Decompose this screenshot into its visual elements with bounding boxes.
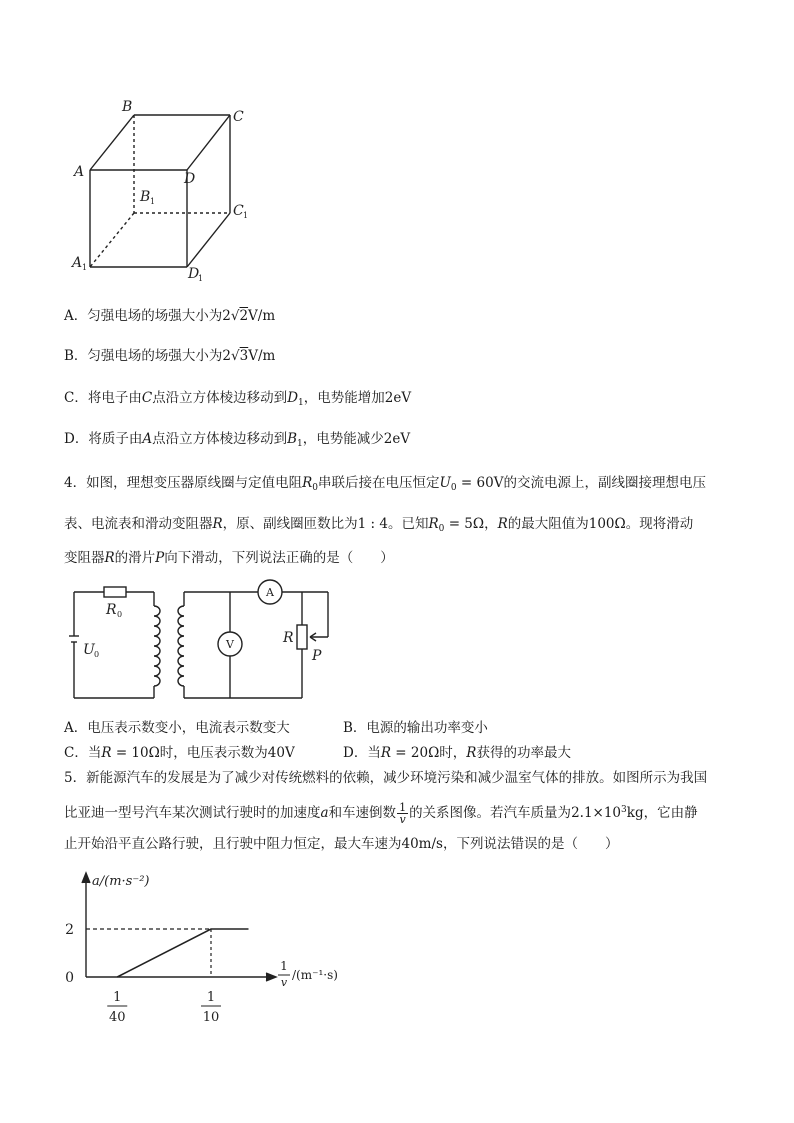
- q4-stem-line2: 表、电流表和滑动变阻器R，原、副线圈匝数比为1 : 4。已知$R_0 = 5\Omega$，R的最大阻值为100Ω。现将滑动: [64, 516, 694, 534]
- svg-text:1: 1: [243, 211, 249, 220]
- q5-stem-line2: 比亚迪一型号汽车某次测试行驶时的加速度a和车速倒数 $\frac{1}{v}$ 的关系图像。若汽车质量为$2.1\times 10^3kg$，它由静: [64, 801, 698, 826]
- x-tick-label-den: 10: [202, 1010, 220, 1025]
- acceleration-chart: [66, 865, 366, 1025]
- q5-stem-line1: 5．新能源汽车的发展是为了减少对传统燃料的依赖，减少环境污染和减少温室气体的排放。如图所示为我国: [64, 770, 708, 786]
- q4-stem-line1: 4．如图，理想变压器原线圈与定值电阻$R_0$串联后接在电压恒定$U_0 = 60V$的交流电源上，副线圈接理想电压: [64, 475, 706, 493]
- ammeter-label: A: [266, 586, 274, 599]
- label-C1: C: [233, 203, 244, 219]
- y-tick-label: 2: [65, 922, 74, 938]
- svg-text:v: v: [280, 976, 288, 989]
- y-axis-label: a/(m·s⁻²): [92, 874, 150, 889]
- x-tick-label-den: 40: [108, 1010, 126, 1025]
- transformer-circuit: [66, 578, 346, 706]
- q4-option-b: B．电源的输出功率变小: [343, 720, 488, 736]
- voltmeter-label: V: [226, 638, 234, 651]
- q3-option-b: B．匀强电场的场强大小为2√3V/m: [64, 348, 276, 364]
- fraction-1-over-v: $\frac{1}{v}$: [399, 801, 407, 826]
- circuit-label-U0: U: [83, 642, 95, 658]
- svg-text:0: 0: [117, 610, 123, 619]
- q3-option-a: A．匀强电场的场强大小为2√2V/m: [64, 308, 276, 324]
- x-tick-label-num: 1: [206, 990, 216, 1005]
- svg-text:/(m⁻¹·s): /(m⁻¹·s): [292, 968, 338, 982]
- label-C: C: [233, 109, 244, 125]
- q3-option-d: D．将质子由A点沿立方体棱边移动到$B_1$，电势能减少2eV: [64, 431, 411, 449]
- circuit-label-R: R: [283, 630, 294, 646]
- label-D1: D: [188, 266, 200, 282]
- svg-text:1: 1: [150, 197, 156, 206]
- label-D: D: [184, 171, 196, 187]
- x-axis-label: [278, 959, 338, 989]
- label-A1: A: [72, 255, 83, 271]
- q4-stem-line3: 变阻器R的滑片P向下滑动，下列说法正确的是（ ）: [64, 550, 394, 566]
- label-B: B: [122, 99, 133, 115]
- q5-stem-line3: 止开始沿平直公路行驶，且行驶中阻力恒定，最大车速为40m/s，下列说法错误的是（ ）: [64, 836, 619, 852]
- svg-text:1: 1: [82, 263, 88, 272]
- series-line: [117, 929, 248, 977]
- circuit-label-R0: R: [106, 602, 117, 618]
- y-tick-label: 0: [65, 970, 74, 986]
- q4-option-d: D．当R = 20Ω时，R获得的功率最大: [343, 745, 571, 761]
- circuit-label-P: P: [312, 648, 322, 664]
- label-B1: B: [140, 189, 151, 205]
- cube-figure: [70, 95, 260, 285]
- q4-option-c: C．当R = 10Ω时，电压表示数为40V: [64, 745, 295, 761]
- label-A: A: [74, 164, 85, 180]
- svg-text:1: 1: [198, 274, 204, 283]
- q3-option-c: C．将电子由C点沿立方体棱边移动到$D_1$，电势能增加2eV: [64, 390, 412, 408]
- svg-text:1: 1: [280, 959, 288, 973]
- svg-text:0: 0: [94, 650, 100, 659]
- x-tick-label-num: 1: [113, 990, 122, 1005]
- q4-option-a: A．电压表示数变小，电流表示数变大: [64, 720, 290, 736]
